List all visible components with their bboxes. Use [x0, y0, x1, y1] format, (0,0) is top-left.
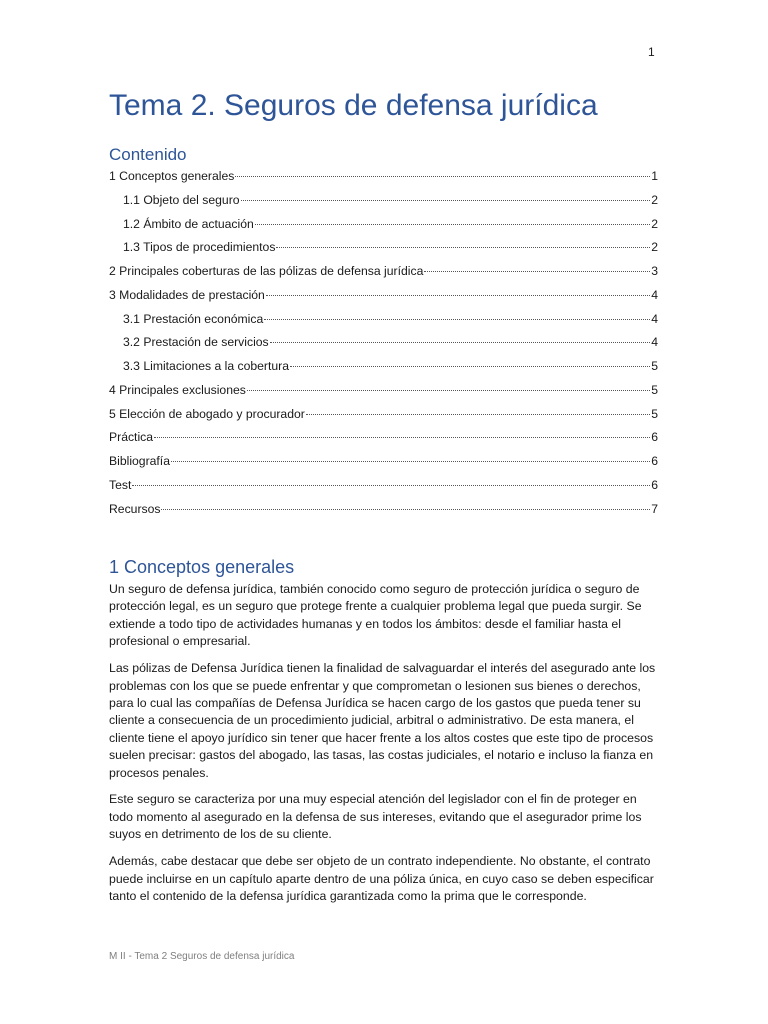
toc-dot-leader — [247, 389, 650, 391]
toc-entry-page: 3 — [651, 264, 658, 278]
toc-entry[interactable] — [109, 450, 658, 474]
toc-entry[interactable] — [109, 474, 658, 498]
toc-entry-label: Test — [109, 477, 132, 492]
toc-dot-leader — [306, 413, 650, 415]
toc-entry[interactable] — [109, 189, 658, 213]
toc-entry[interactable] — [109, 331, 658, 355]
toc-entry-label: 1.1 Objeto del seguro — [123, 192, 240, 207]
toc-entry-page: 1 — [651, 169, 658, 183]
toc-entry-label: Bibliografía — [109, 454, 170, 468]
toc-entry-page: 5 — [651, 359, 658, 373]
toc-entry[interactable] — [109, 379, 658, 403]
toc-entry-page: 6 — [651, 477, 658, 492]
toc-entry-label: 3.1 Prestación económica — [123, 311, 264, 326]
paragraph: Las pólizas de Defensa Jurídica tienen la finalidad de salvaguardar el interés del asegurado ante los problemas con los que se puede enfrentar y que comprometan o lesionen sus bienes o derechos, para lo cual las compañías de Defensa Jurídica se hacen cargo de los gastos que pueda tener su cliente a consecuencia de un procedimiento judicial, arbitral o administrativo. De esta manera, el cliente tiene el apoyo jurídico sin tener que hacer frente a los altos costes que este tipo de procesos suelen precisar: gastos del abogado, las tasas, las costas judiciales, el notario e incluso la fianza en procesos penales. — [109, 661, 656, 780]
toc-dot-leader — [235, 175, 650, 177]
toc-entry[interactable] — [109, 308, 658, 332]
page-number: 1 — [648, 45, 655, 59]
toc-entry-label: 4 Principales exclusiones — [109, 382, 246, 397]
toc-entry-label: 1.2 Ámbito de actuación — [123, 216, 254, 231]
toc-entry-label: 2 Principales coberturas de las pólizas de defensa jurídica — [109, 264, 424, 278]
page-footer: M II - Tema 2 Seguros de defensa jurídica — [109, 951, 295, 962]
toc-dot-leader — [270, 341, 651, 343]
toc-dot-leader — [290, 365, 650, 367]
toc-entry-label: 1 Conceptos generales — [109, 169, 235, 183]
toc-entry-page: 2 — [651, 216, 658, 231]
section-heading: 1 Conceptos generales — [109, 557, 295, 577]
toc-entry-page: 2 — [651, 192, 658, 207]
document-title: Tema 2. Seguros de defensa jurídica — [109, 89, 598, 122]
toc-dot-leader — [424, 270, 650, 272]
toc-dot-leader — [276, 246, 650, 248]
toc-entry-page: 4 — [651, 335, 658, 350]
toc-dot-leader — [264, 318, 650, 320]
toc-dot-leader — [255, 223, 650, 225]
toc-entry-label: 5 Elección de abogado y procurador — [109, 406, 305, 421]
toc-dot-leader — [132, 484, 650, 486]
toc-entry-page: 7 — [651, 501, 658, 516]
toc-entry[interactable] — [109, 236, 658, 260]
table-of-contents — [109, 165, 658, 521]
toc-dot-leader — [161, 508, 650, 510]
toc-entry-page: 4 — [651, 311, 658, 326]
toc-entry[interactable] — [109, 260, 658, 284]
toc-entry[interactable] — [109, 355, 658, 379]
toc-dot-leader — [241, 199, 651, 201]
toc-dot-leader — [154, 436, 650, 438]
toc-entry-page: 6 — [651, 454, 658, 468]
paragraph: Un seguro de defensa jurídica, también conocido como seguro de protección jurídica o seguro de protección legal, es un seguro que protege frente a cualquier problema legal que pueda surgir. Se extiende a todo tipo de actividades humanas y en todos los ámbitos: desde el familiar hasta el profesional o empresarial. — [109, 582, 642, 649]
toc-entry-page: 5 — [651, 406, 658, 421]
paragraph: Además, cabe destacar que debe ser objeto de un contrato independiente. No obstante, el contrato puede incluirse en un capítulo aparte dentro de una póliza única, en cuyo caso se deben especificar tanto el contenido de la defensa jurídica garantizada como la prima que le corresponde. — [109, 854, 654, 903]
toc-heading: Contenido — [109, 145, 187, 164]
toc-entry-page: 6 — [651, 430, 658, 445]
section-body — [109, 581, 660, 915]
toc-entry-label: 1.3 Tipos de procedimientos — [123, 240, 276, 255]
toc-entry[interactable] — [109, 165, 658, 189]
toc-entry[interactable] — [109, 284, 658, 308]
toc-entry[interactable] — [109, 213, 658, 237]
toc-entry-label: 3.2 Prestación de servicios — [123, 335, 269, 350]
toc-entry[interactable] — [109, 426, 658, 450]
toc-entry-label: Recursos — [109, 501, 161, 516]
toc-dot-leader — [171, 460, 650, 462]
toc-entry[interactable] — [109, 498, 658, 522]
toc-dot-leader — [266, 294, 650, 296]
toc-entry-page: 4 — [651, 287, 658, 302]
paragraph: Este seguro se caracteriza por una muy especial atención del legislador con el fin de proteger en todo momento al asegurado en la defensa de sus intereses, evitando que el asegurador prime los suyos en detrimento de los de su cliente. — [109, 792, 642, 842]
toc-entry-label: Práctica — [109, 430, 154, 445]
toc-entry-label: 3.3 Limitaciones a la cobertura — [123, 359, 289, 373]
toc-entry-page: 2 — [651, 240, 658, 255]
toc-entry-label: 3 Modalidades de prestación — [109, 287, 265, 302]
toc-entry-page: 5 — [651, 382, 658, 397]
toc-entry[interactable] — [109, 403, 658, 427]
